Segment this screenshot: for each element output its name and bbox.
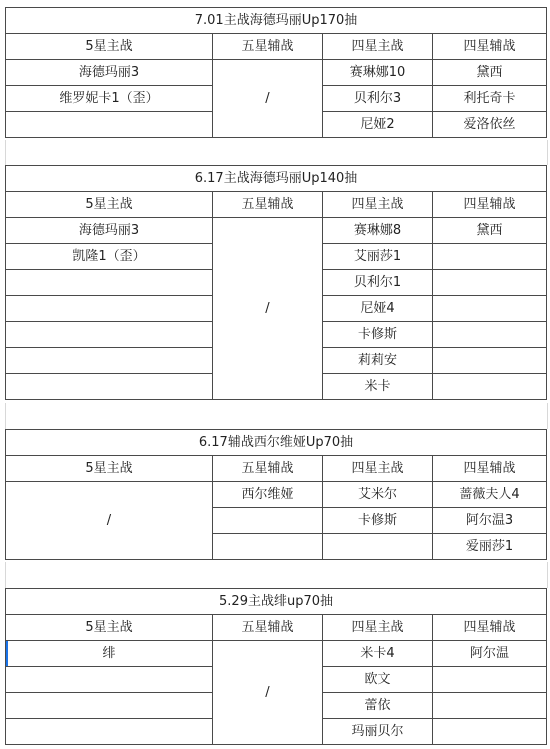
banner-section-2 — [5, 165, 546, 400]
header-four-star-support[interactable]: 四星辅战 — [433, 456, 547, 482]
banner-table — [5, 7, 547, 138]
cell-four-star-main[interactable]: 卡修斯 — [323, 508, 433, 534]
cell-four-star-support[interactable] — [433, 244, 547, 270]
cell-four-star-main[interactable]: 艾米尔 — [323, 482, 433, 508]
cell-four-star-support[interactable] — [433, 374, 547, 400]
cell-four-star-main[interactable]: 蕾依 — [323, 693, 433, 719]
cell-four-star-support[interactable]: 爱洛依丝 — [433, 112, 547, 138]
cell-four-star-main[interactable]: 尼娅4 — [323, 296, 433, 322]
banner-title[interactable]: 5.29主战绯up70抽 — [6, 589, 547, 615]
cell-four-star-support[interactable]: 黛西 — [433, 218, 547, 244]
cell-five-star-main[interactable] — [6, 296, 213, 322]
header-five-star-main[interactable]: 5星主战 — [6, 456, 213, 482]
cell-four-star-support[interactable] — [433, 667, 547, 693]
cell-five-star-main-selected[interactable]: 绯 — [6, 641, 213, 667]
cell-four-star-main[interactable] — [323, 534, 433, 560]
cell-four-star-support[interactable]: 蔷薇夫人4 — [433, 482, 547, 508]
spacer-row[interactable] — [5, 140, 548, 165]
cell-five-star-main[interactable] — [6, 270, 213, 296]
header-five-star-support[interactable]: 五星辅战 — [213, 34, 323, 60]
header-four-star-support[interactable]: 四星辅战 — [433, 192, 547, 218]
cell-five-star-main[interactable] — [6, 322, 213, 348]
banner-section-4 — [5, 588, 546, 745]
header-four-star-main[interactable]: 四星主战 — [323, 192, 433, 218]
cell-four-star-main[interactable]: 玛丽贝尔 — [323, 719, 433, 745]
header-five-star-support[interactable]: 五星辅战 — [213, 456, 323, 482]
cell-four-star-main[interactable]: 贝利尔3 — [323, 86, 433, 112]
header-five-star-main[interactable]: 5星主战 — [6, 615, 213, 641]
cell-four-star-main[interactable]: 艾丽莎1 — [323, 244, 433, 270]
banner-title[interactable]: 6.17主战海德玛丽Up140抽 — [6, 166, 547, 192]
cell-four-star-support[interactable]: 利托奇卡 — [433, 86, 547, 112]
cell-four-star-support[interactable]: 阿尔温 — [433, 641, 547, 667]
cell-five-star-support[interactable] — [213, 534, 323, 560]
cell-five-star-support[interactable]: / — [213, 641, 323, 745]
cell-four-star-support[interactable] — [433, 719, 547, 745]
cell-four-star-main[interactable]: 贝利尔1 — [323, 270, 433, 296]
cell-four-star-support[interactable] — [433, 270, 547, 296]
cell-five-star-main[interactable]: 凯隆1（歪） — [6, 244, 213, 270]
cell-four-star-support[interactable]: 阿尔温3 — [433, 508, 547, 534]
cell-four-star-support[interactable] — [433, 322, 547, 348]
cell-four-star-main[interactable]: 米卡 — [323, 374, 433, 400]
banner-section-3 — [5, 429, 546, 560]
cell-four-star-support[interactable]: 黛西 — [433, 60, 547, 86]
cell-five-star-main[interactable]: 维罗妮卡1（歪） — [6, 86, 213, 112]
banner-table — [5, 165, 547, 400]
spacer-row[interactable] — [5, 562, 548, 588]
header-four-star-main[interactable]: 四星主战 — [323, 615, 433, 641]
banner-title[interactable]: 7.01主战海德玛丽Up170抽 — [6, 8, 547, 34]
header-five-star-main[interactable]: 5星主战 — [6, 34, 213, 60]
cell-five-star-main[interactable] — [6, 667, 213, 693]
cell-four-star-main[interactable]: 赛琳娜8 — [323, 218, 433, 244]
cell-five-star-support[interactable]: / — [213, 60, 323, 138]
cell-five-star-main[interactable]: 海德玛丽3 — [6, 218, 213, 244]
cell-five-star-main[interactable] — [6, 112, 213, 138]
cell-five-star-main[interactable]: / — [6, 482, 213, 560]
cell-five-star-main[interactable]: 海德玛丽3 — [6, 60, 213, 86]
cell-five-star-support[interactable]: 西尔维娅 — [213, 482, 323, 508]
header-five-star-support[interactable]: 五星辅战 — [213, 615, 323, 641]
cell-five-star-main[interactable] — [6, 719, 213, 745]
cell-five-star-main[interactable] — [6, 348, 213, 374]
header-four-star-support[interactable]: 四星辅战 — [433, 615, 547, 641]
banner-table — [5, 588, 547, 745]
cell-five-star-support[interactable] — [213, 508, 323, 534]
cell-four-star-support[interactable] — [433, 348, 547, 374]
cell-five-star-main[interactable] — [6, 693, 213, 719]
cell-four-star-support[interactable]: 爱丽莎1 — [433, 534, 547, 560]
cell-four-star-main[interactable]: 赛琳娜10 — [323, 60, 433, 86]
spacer-row[interactable] — [5, 403, 548, 429]
cell-four-star-main[interactable]: 尼娅2 — [323, 112, 433, 138]
cell-four-star-main[interactable]: 卡修斯 — [323, 322, 433, 348]
cell-five-star-main[interactable] — [6, 374, 213, 400]
header-five-star-support[interactable]: 五星辅战 — [213, 192, 323, 218]
banner-table — [5, 429, 547, 560]
header-four-star-support[interactable]: 四星辅战 — [433, 34, 547, 60]
header-five-star-main[interactable]: 5星主战 — [6, 192, 213, 218]
banner-section-1 — [5, 7, 546, 138]
banner-title[interactable]: 6.17辅战西尔维娅Up70抽 — [6, 430, 547, 456]
cell-five-star-support[interactable]: / — [213, 218, 323, 400]
header-four-star-main[interactable]: 四星主战 — [323, 456, 433, 482]
header-four-star-main[interactable]: 四星主战 — [323, 34, 433, 60]
cell-four-star-support[interactable] — [433, 296, 547, 322]
cell-four-star-main[interactable]: 莉莉安 — [323, 348, 433, 374]
cell-four-star-main[interactable]: 米卡4 — [323, 641, 433, 667]
cell-four-star-main[interactable]: 欧文 — [323, 667, 433, 693]
cell-four-star-support[interactable] — [433, 693, 547, 719]
